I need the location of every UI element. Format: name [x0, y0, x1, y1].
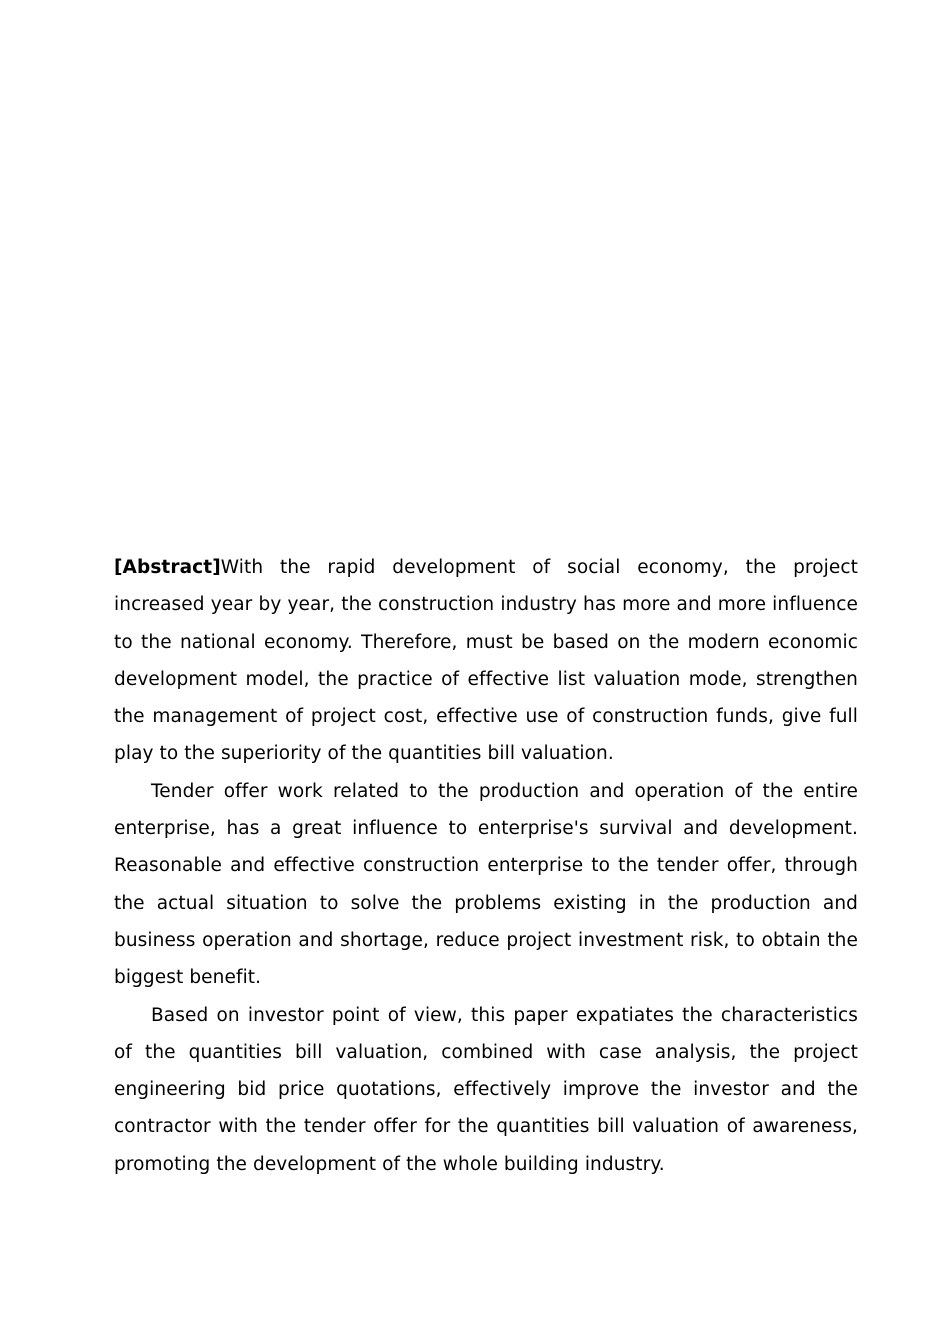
abstract-paragraph-2: Tender offer work related to the production and operation of the entire enterprise, has a great influence to enterprise's survival and development. Reasonable and effective construction enterprise to the tender offer, through the actual situation to solve the problems existing in the production and business operation and shortage, reduce project investment risk, to obtain the biggest benefit. — [114, 780, 858, 989]
abstract-label: [Abstract] — [114, 557, 221, 578]
abstract-paragraph-1 — [114, 549, 858, 773]
abstract-paragraph-1-text: With the rapid development of social economy, the project increased year by year, the construction industry has more and more influence to the national economy. Therefore, must be based on the modern economic development model, the practice of effective list valuation mode, strengthen the management of project cost, effective use of construction funds, give full play to the superiority of the quantities bill valuation. — [114, 557, 858, 765]
abstract-paragraph-3: Based on investor point of view, this paper expatiates the characteristics of the quantities bill valuation, combined with case analysis, the project engineering bid price quotations, effectively improve the investor and the contractor with the tender offer for the quantities bill valuation of awareness, promoting the development of the whole building industry. — [114, 1004, 858, 1175]
abstract-section — [114, 549, 858, 1183]
